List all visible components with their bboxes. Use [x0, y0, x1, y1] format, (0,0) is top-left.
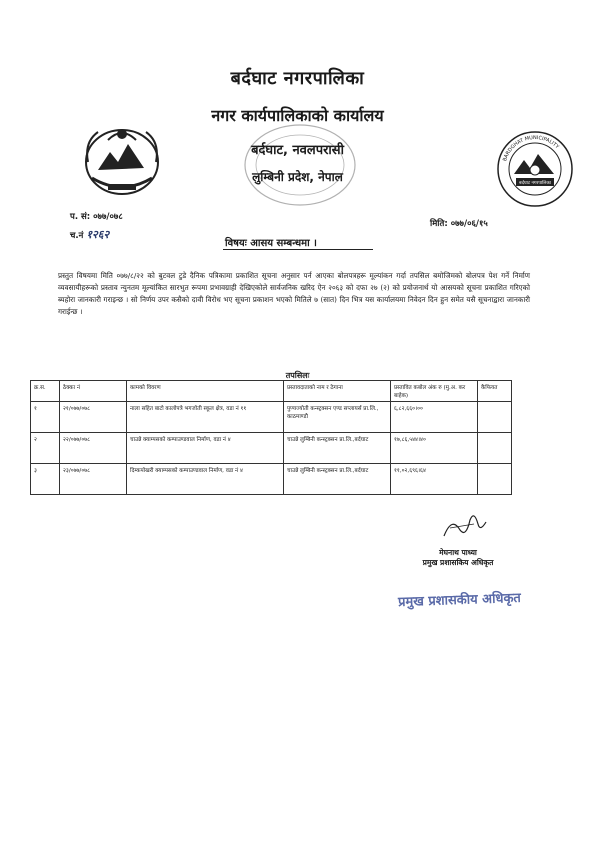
- subject-underline: [223, 249, 373, 250]
- svg-text:बर्दघाट नगरपालिका: बर्दघाट नगरपालिका: [519, 181, 551, 186]
- date-value: ०७७/०६/१५: [450, 219, 488, 229]
- signer-name: मेघनाथ पाध्या: [439, 548, 477, 557]
- office-stamp-mark: [240, 120, 360, 210]
- col-amount: प्रस्तावित कबोल अंक रु (मु.अ. कर बाहेक): [391, 381, 478, 402]
- chalani-value: १२६२: [86, 228, 110, 241]
- cell-remarks: [478, 464, 512, 495]
- cell-amount: १७,८६,५४४।४०: [391, 433, 478, 464]
- cell-amount: ११,०२,६९६।६४: [391, 464, 478, 495]
- cell-remarks: [478, 402, 512, 433]
- cell-sn: २: [31, 433, 60, 464]
- col-bidder: प्रस्तावदाताको नाम र ठेगाना: [284, 381, 391, 402]
- cell-contract-no: २१/०७७/०७८: [60, 402, 127, 433]
- subject-heading: विषयः आसय सम्बन्धमा ।: [225, 238, 317, 249]
- patra-value: ०७७/०७८: [93, 212, 123, 222]
- chalani-label: च.नं: [70, 231, 84, 241]
- location-line: बर्दघाट, नवलपरासी: [251, 143, 344, 158]
- cell-bidder: पुण्यज्योती कन्स्ट्रक्सन एण्ड सप्लायर्स प्रा.लि., काठमाण्डौ: [284, 402, 391, 433]
- date-label: मिति:: [430, 219, 448, 229]
- table-header-row: [31, 381, 512, 402]
- signature-mark: [440, 510, 490, 542]
- cell-contract-no: २२/०७७/०७८: [60, 433, 127, 464]
- cell-amount: ६,८२,६६०।००: [391, 402, 478, 433]
- patra-label: प. सं:: [70, 212, 91, 222]
- cell-description: नाला सहित बाटो कालोपत्रे भगजोती स्कूल क्षेत्र, वडा नं ११: [127, 402, 284, 433]
- table-row: [31, 464, 512, 495]
- notice-body: प्रस्तुत विषयमा मिति ०७७/८/२२ को बुटवल टुडे दैनिक पत्रिकामा प्रकाशित सूचना अनुसार पर्न आएका बोलपत्रहरू मूल्यांकन गर्दा तपसिल बमोजिमको बोलपत्र पेश गर्ने निर्माण व्यवसायीहरूको प्रस्ताव न्युनतम मूल्यांकित सारभुत रूपमा प्रभावग्राही देखिएकोले सार्वजनिक खरिद ऐन २०६३ को दफा २७ (२) को प्रयोजनार्थ यो आसयको सूचना प्रकाशित गरिएको ब्यहोरा जानकारी गराइन्छ । सो निर्णय उपर कसैको दावी विरोध भए सूचना प्रकाशन भएको मितिले ७ (सात) दिन भित्र यस कार्यालयमा निवेदन दिन हुन समेत यसै सूचनाद्वारा जानकारी गराईन्छ ।: [58, 271, 530, 316]
- bid-table: [30, 380, 512, 495]
- patra-sankhya: [70, 211, 123, 222]
- signer-title: प्रमुख प्रशासकिय अधिकृत: [422, 558, 494, 567]
- col-sn: क्र.स.: [31, 381, 60, 402]
- cell-description: चाउन्ने क्याम्पसको कम्पाउण्डवाल निर्माण, वडा नं ४: [127, 433, 284, 464]
- municipality-title: बर्दघाट नगरपालिका: [230, 68, 365, 89]
- cell-remarks: [478, 433, 512, 464]
- office-title: नगर कार्यपालिकाको कार्यालय: [211, 106, 384, 125]
- table-row: [31, 402, 512, 433]
- nepal-emblem-icon: [78, 118, 166, 200]
- signer-block: [408, 548, 508, 568]
- province-line: लुम्बिनी प्रदेश, नेपाल: [252, 170, 343, 184]
- municipality-logo-icon: [496, 130, 574, 208]
- cell-sn: ३: [31, 464, 60, 495]
- cell-bidder: चाउन्ने लुम्बिनी कन्स्ट्रक्सन प्रा.लि.,बर्दघाट: [284, 433, 391, 464]
- table-caption: तपसिलः: [285, 371, 310, 380]
- col-contract-no: ठेक्का नं: [60, 381, 127, 402]
- col-description: कामको विवरण: [127, 381, 284, 402]
- cell-sn: १: [31, 402, 60, 433]
- cell-description: दिम्कपोखरी क्याम्पसको कम्पाउण्डवाल निर्माण, वडा नं ४: [127, 464, 284, 495]
- svg-text:BARDGHAT MUNICIPALITY: BARDGHAT MUNICIPALITY: [502, 134, 560, 163]
- cell-bidder: चाउन्ने लुम्बिनी कन्स्ट्रक्सन प्रा.लि.,बर्दघाट: [284, 464, 391, 495]
- chalani-number: [70, 227, 109, 242]
- col-remarks: कैफियत: [478, 381, 512, 402]
- letter-date: [430, 218, 488, 229]
- officer-rubber-stamp: प्रमुख प्रशासकीय अधिकृत: [397, 590, 522, 611]
- cell-contract-no: २३/०७७/०७८: [60, 464, 127, 495]
- table-row: [31, 433, 512, 464]
